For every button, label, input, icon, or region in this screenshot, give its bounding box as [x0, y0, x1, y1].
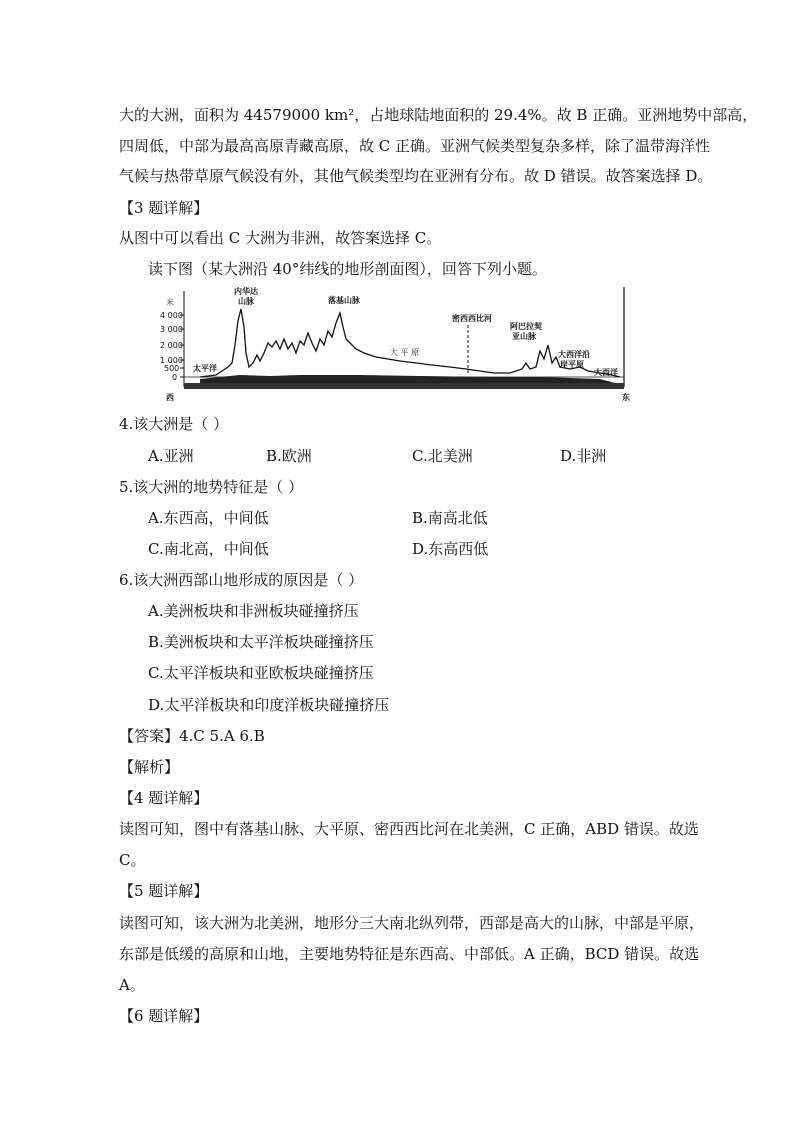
y-tick-label: 0 [172, 373, 178, 382]
mountain-label: 山脉 [238, 297, 254, 306]
river-label: 密西西比河 [452, 314, 492, 323]
q3-heading: 【3 题详解】 [119, 199, 209, 217]
q5-option-c: C.南北高，中间低 [148, 540, 269, 558]
y-unit-label: 米 [166, 298, 174, 307]
q6-option-c: C.太平洋板块和亚欧板块碰撞挤压 [148, 664, 374, 682]
q4-option-b: B.欧洲 [266, 447, 312, 465]
direction-east: 东 [622, 393, 630, 402]
q4-option-c: C.北美洲 [412, 447, 473, 465]
q6-option-b: B.美洲板块和太平洋板块碰撞挤压 [148, 633, 374, 651]
plain-label: 岸平原 [560, 360, 584, 369]
q5-option-b: B.南高北低 [412, 509, 488, 527]
ocean-label: 太平洋 [193, 364, 217, 373]
q4-option-d: D.非洲 [560, 447, 607, 465]
q4-heading: 【4 题详解】 [119, 789, 209, 807]
plain-label: 大西洋沿 [558, 350, 590, 359]
q5-detail-line: 东部是低缓的高原和山地，主要地势特征是东西高、中部低。A 正确，BCD 错误。故选 [119, 945, 700, 963]
mountain-label: 亚山脉 [512, 332, 536, 341]
paragraph-line: 气候与热带草原气候没有外，其他气候类型均在亚洲有分布。故 D 错误。故答案选择 D。 [119, 167, 713, 185]
ocean-label: 大西洋 [594, 368, 618, 377]
q3-explanation: 从图中可以看出 C 大洲为非洲，故答案选择 C。 [119, 229, 442, 247]
y-tick-label: 3 000 [160, 325, 183, 334]
mountain-label: 内华达 [234, 287, 258, 296]
q5-option-d: D.东高西低 [412, 540, 489, 558]
paragraph-line: 四周低，中部为最高高原青藏高原，故 C 正确。亚洲气候类型复杂多样，除了温带海洋性 [119, 137, 711, 155]
analysis-heading: 【解析】 [119, 758, 180, 776]
mountain-label: 阿巴拉契 [510, 322, 542, 331]
q4-option-a: A.亚洲 [148, 447, 194, 465]
q4-detail-line: 读图可知，图中有落基山脉、大平原、密西西比河在北美洲，C 正确，ABD 错误。故选 [119, 820, 699, 838]
y-tick-label: 1 000 [160, 356, 183, 365]
figure-intro: 读下图（某大洲沿 40°纬线的地形剖面图），回答下列小题。 [148, 260, 547, 278]
direction-west: 西 [166, 393, 174, 402]
y-tick-label: 4 000 [160, 311, 183, 320]
q6-option-d: D.太平洋板块和印度洋板块碰撞挤压 [148, 696, 390, 714]
plain-label: 大 平 原 [390, 348, 420, 357]
paragraph-line: 大的大洲，面积为 44579000 km²，占地球陆地面积的 29.4%。故 B 正确。亚洲地势中部高， [119, 106, 758, 124]
q5-option-a: A.东西高，中间低 [148, 509, 269, 527]
q4-detail-line: C。 [119, 851, 146, 869]
terrain-profile-figure [160, 283, 636, 405]
y-tick-label: 2 000 [160, 341, 183, 350]
q6-option-a: A.美洲板块和非洲板块碰撞挤压 [148, 602, 359, 620]
mountain-label: 落基山脉 [328, 296, 360, 305]
q6-heading: 【6 题详解】 [119, 1007, 209, 1025]
q6-stem: 6.该大洲西部山地形成的原因是（ ） [119, 571, 364, 589]
q5-heading: 【5 题详解】 [119, 882, 209, 900]
q5-stem: 5.该大洲的地势特征是（ ） [119, 478, 304, 496]
q5-detail-line: 读图可知，该大洲为北美洲，地形分三大南北纵列带，西部是高大的山脉，中部是平原， [119, 914, 705, 932]
y-tick-label: 500 [164, 364, 180, 373]
q5-detail-line: A。 [119, 976, 145, 994]
q4-stem: 4.该大洲是（ ） [119, 415, 229, 433]
answer-line: 【答案】4.C 5.A 6.B [119, 727, 265, 745]
